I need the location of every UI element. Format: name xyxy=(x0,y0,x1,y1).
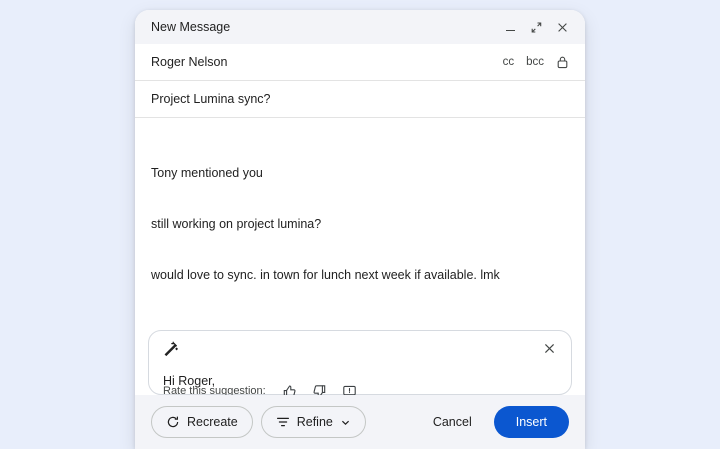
body-line-3: would love to sync. in town for lunch next week if available. lmk xyxy=(151,268,500,282)
refine-button[interactable] xyxy=(261,406,366,438)
bcc-button[interactable]: bcc xyxy=(526,56,544,68)
suggestion-footer xyxy=(135,395,585,449)
suggestion-close-icon[interactable] xyxy=(542,341,557,356)
body-line-2: still working on project lumina? xyxy=(151,217,322,231)
suggestion-card-header xyxy=(163,341,557,363)
close-icon[interactable] xyxy=(549,14,575,40)
rate-label: Rate this suggestion: xyxy=(163,385,266,395)
recipient-extras xyxy=(503,55,569,69)
suggestion-greeting: Hi Roger, xyxy=(163,374,216,388)
recreate-button[interactable] xyxy=(151,406,253,438)
lock-icon[interactable] xyxy=(556,55,569,69)
tune-icon xyxy=(276,415,290,429)
refresh-icon xyxy=(166,415,180,429)
refine-label: Refine xyxy=(296,415,333,429)
page-title: New Message xyxy=(151,20,231,34)
thumb-down-icon[interactable] xyxy=(308,379,332,395)
message-body[interactable] xyxy=(135,118,585,324)
expand-icon[interactable] xyxy=(523,14,549,40)
body-line-1: Tony mentioned you xyxy=(151,166,263,180)
recreate-label: Recreate xyxy=(187,415,238,429)
compose-header xyxy=(135,10,585,44)
subject-row[interactable] xyxy=(135,81,585,118)
ai-suggestion-card xyxy=(148,330,572,395)
thumb-up-icon[interactable] xyxy=(278,379,302,395)
recipient-row[interactable] xyxy=(135,44,585,81)
chevron-down-icon xyxy=(340,417,351,428)
recipient-value[interactable]: Roger Nelson xyxy=(151,55,228,69)
cc-button[interactable]: cc xyxy=(502,56,515,68)
magic-wand-icon[interactable] xyxy=(163,341,179,357)
suggestion-text xyxy=(163,363,557,388)
insert-button[interactable]: Insert xyxy=(494,406,569,438)
feedback-icon[interactable] xyxy=(338,379,362,395)
compose-window xyxy=(135,10,585,449)
cancel-button[interactable]: Cancel xyxy=(432,415,472,429)
rate-suggestion-row xyxy=(163,373,557,395)
minimize-icon[interactable] xyxy=(497,14,523,40)
suggestion-card-wrapper xyxy=(135,324,585,395)
subject-value[interactable]: Project Lumina sync? xyxy=(151,92,271,106)
